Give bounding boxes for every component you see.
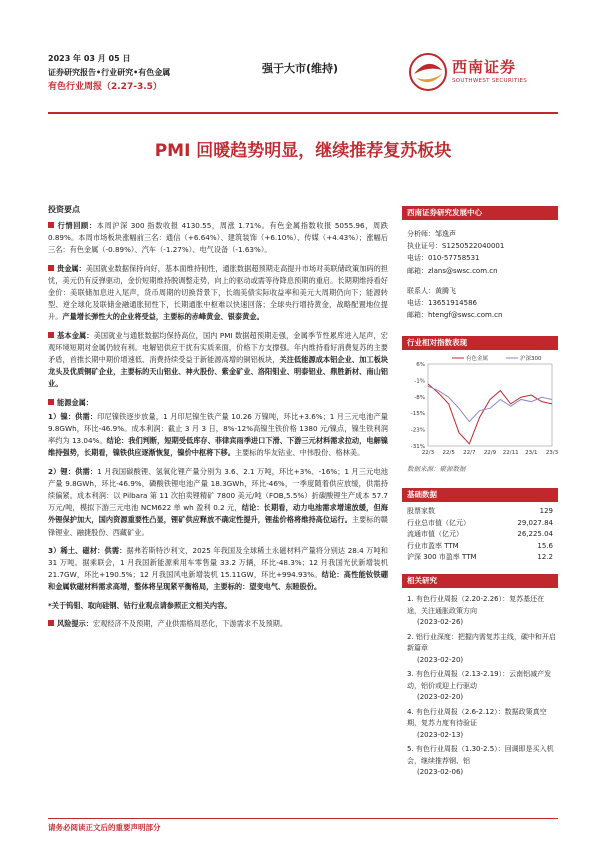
y-tick-label: -1%	[414, 378, 425, 385]
related-item-title[interactable]: 2. 铝行业深度：把握内需复苏主线，碳中和开启新篇章	[407, 632, 556, 652]
bullet-icon	[48, 399, 54, 405]
weekly-label: 有色行业周报（2.27-3.5）	[48, 82, 162, 92]
y-tick-label: -15%	[410, 411, 425, 418]
analyst-phone: 电话：010-57758531	[407, 254, 480, 263]
logo-cn: 西南证券	[452, 58, 517, 76]
related-item[interactable]	[402, 594, 558, 629]
basic-data-value: 129	[539, 507, 553, 515]
series-line	[428, 384, 552, 444]
x-tick-label: 23/1	[525, 450, 538, 456]
basic-data-row	[402, 518, 558, 530]
related-item[interactable]	[402, 632, 558, 667]
para-precious-metals: 贵金属：美国就业数据保持向好，基本面维持韧性，通胀数据超预期走高提升市场对美联储政策加码的担忧，美元仍有反弹驱动，金价短期维持脱调整走势，向上的驱动或需等待降息预期的重启。长期期维持看好金价：美联储加息进入尾声，货币周期的切换背景下，长端美债实际收益率和美元大周期仍向下；能源转型、逆全球化及联储金融通胀韧性下，长期通胀中枢难以快速回落；全球央行增持黄金，战略配置地位提升。产量增长弹性大的企业将受益，主要标的赤峰黄金、银泰黄金。	[48, 263, 388, 322]
bullet-icon	[48, 620, 54, 626]
footer-disclaimer: 请务必阅读正文后的重要声明部分	[48, 823, 161, 832]
chart-frame	[428, 364, 552, 446]
related-item-date: (2023-02-13)	[417, 730, 464, 739]
related-item[interactable]	[402, 669, 558, 704]
rating: 强于大市(维持)	[262, 62, 339, 75]
y-tick-label: -23%	[410, 427, 425, 434]
basic-data-row	[402, 552, 558, 564]
para-energy-metals: 能源金属：	[48, 397, 388, 409]
series-line	[428, 386, 552, 421]
sidebar-basic-data	[402, 488, 558, 564]
y-tick-label: -8%	[414, 394, 425, 401]
basic-data-key: 股票家数	[407, 507, 435, 515]
team-title: 西南证券研究发展中心	[402, 206, 558, 220]
basic-data-key: 行业市盈率 TTM	[407, 541, 459, 550]
basic-data-key: 流通市值（亿元）	[407, 530, 463, 538]
relative-index-chart	[402, 350, 558, 460]
main-content	[48, 220, 388, 636]
basic-data-key: 沪深 300 市盈率 TTM	[407, 553, 477, 561]
chart-source: 数据来源：聚源数据	[407, 465, 466, 473]
related-item[interactable]	[402, 744, 558, 779]
x-tick-label: 22/11	[502, 450, 519, 456]
logo-en: SOUTHWEST SECURITIES	[452, 78, 528, 84]
y-tick-label: -31%	[410, 444, 425, 450]
report-date: 2023 年 03 月 05 日	[48, 54, 131, 63]
bullet-icon	[48, 332, 54, 338]
related-item-date: (2023-02-06)	[417, 768, 464, 776]
para-risk: 风险提示：宏观经济不及预期，产业供需格局恶化，下游需求不及预期。	[48, 618, 388, 630]
chart-title: 行业相对指数表现	[402, 336, 558, 350]
basic-title: 基础数据	[402, 488, 558, 502]
basic-data-key: 行业总市值（亿元）	[407, 518, 470, 527]
company-logo-icon	[408, 52, 448, 92]
basic-data-value: 29,027.84	[517, 518, 553, 527]
basic-data-value: 15.6	[537, 541, 553, 550]
related-item[interactable]	[402, 707, 558, 742]
sidebar-related	[402, 574, 558, 782]
contact-name: 联系人：黄腾飞	[407, 286, 456, 295]
contact-email[interactable]: 邮箱：htengf@swsc.com.cn	[407, 311, 503, 320]
basic-data-list	[402, 506, 558, 564]
basic-data-value: 26,225.04	[517, 530, 553, 538]
sidebar-chart	[402, 336, 558, 473]
section-title: 投资要点	[48, 205, 80, 214]
legend-label: 沪深300	[520, 356, 542, 362]
x-tick-label: 23/3	[545, 450, 558, 456]
page-title: PMI 回暖趋势明显，继续推荐复苏板块	[154, 141, 452, 161]
x-tick-label: 22/3	[421, 450, 435, 456]
basic-data-row	[402, 529, 558, 541]
basic-data-row	[402, 541, 558, 553]
related-item-title[interactable]: 1. 有色行业周报（2.20-2.26）：复苏基还在途，关注通胀政策方向	[407, 595, 545, 615]
report-type: 证券研究报告•行业研究•有色金属	[48, 68, 171, 77]
header-left	[48, 52, 238, 94]
related-item-date: (2023-02-26)	[417, 618, 464, 626]
x-tick-label: 22/7	[463, 450, 476, 456]
para-base-metals: 基本金属：美国就业与通胀数据均保持高位，国内 PMI 数据超预期走强，金属季节性累库进入尾声，宏观环境短期对金属仍较有利。电解铝供应干扰有实质来面，价格下方支撑强。年内维持看好消费复苏的主要矛盾，首推长期中期价增速低、消费持续受益于新能源高增的铜铝板块，关注低能源成本铝企业、加工板块龙头及优质铜矿企业，主要标的天山铝业、神火股份、紫金矿业、洛阳钼业、明泰铝业、鼎胜新材、南山铝业。	[48, 330, 388, 389]
bullet-icon	[48, 222, 54, 228]
footer-divider	[48, 818, 558, 819]
related-title: 相关研究	[402, 574, 558, 588]
related-item-date: (2023-02-20)	[417, 655, 464, 664]
analyst-email[interactable]: 邮箱：zlans@swsc.com.cn	[407, 266, 498, 275]
legend-label: 有色金属	[466, 356, 489, 362]
related-item-title[interactable]: 4. 有色行业周报（2.6-2.12）：数据政策真空期，复苏力度有待验证	[407, 707, 547, 727]
basic-data-row	[402, 506, 558, 518]
related-item-title[interactable]: 5. 有色行业周报（1.30-2.5）：回调即是买入机会，继续推荐钢、铝	[407, 745, 554, 765]
x-tick-label: 22/9	[483, 450, 497, 456]
para-note: *关于钨钼、取向硅钢、钴行业观点请参照正文相关内容。	[48, 600, 232, 610]
para-lithium: 2）锂：供需：1 月我国碳酸锂、氢氧化锂产量分别为 3.6、2.1 万吨，环比+3%、-16%；1 月三元电池产量 9.8GWh，环比-46.9%，磷酸铁锂电池产量 18.3GWh，环比-46%，一季度随着供应放缓，供需持续偏紧。成本利润：以 Pilbara 第 11 次拍卖锂精矿 7800 美元/吨（FOB,5.5%）折碳酸锂生产成本 57.7 万元/吨，模拟下游三元电池 NCM622 单 wh 盈利 0.2 元，结论：长期看，动力电池需求增速放缓，但海外锂保护加大，国内资源重要性凸显，锂矿供应释放不确定性提升，锂盐价格将维持高位运行。主要标的赣锋锂业、融捷股份、西藏矿业。	[48, 466, 388, 537]
para-nickel: 1）镍：供需：印尼镍铁逐步放量，1 月印尼镍生铁产量 10.26 万镍吨，环比+3.6%；1 月三元电池产量 9.8GWh，环比-46.9%。成本利润：截止 3 月 3 日，8%-12%高镍生铁价格 1380 元/镍点，镍生铁利润率约为 13.04%。结论：我们判断，短期受低库存、菲律宾雨季进口下滑、下游三元材料需求拉动，电解镍维持强势，长期看，镍铁供应逐渐恢复，镍价中枢将下移。主要标的华友钴业、中伟股份、格林美。	[48, 411, 388, 458]
related-list	[402, 594, 558, 779]
analyst-license: 执业证号：S1250522040001	[407, 242, 505, 251]
related-item-date: (2023-02-20)	[417, 693, 464, 701]
bullet-icon	[48, 265, 54, 271]
basic-data-value: 12.2	[537, 553, 553, 561]
header-divider	[48, 112, 558, 114]
sidebar-analysts	[402, 206, 558, 321]
analyst-name: 分析师：邹逸声	[407, 230, 456, 238]
y-tick-label: 6%	[416, 362, 425, 368]
para-rare-earth: 3）稀土、磁材：供需：据弗若斯特沙利文，2025 年我国及全球稀土永磁材料产量将分别达 28.4 万吨和 31 万吨。据乘联会，1 月我国新能源乘用车零售量 33.2 万辆，环比-48.3%；12 月我国光伏新增装机 21.7GW，环比+190.5%；12 月我国风电新增装机 15.11GW，环比+994.93%。结论：高性能钕铁硼和金属软磁材料需求高增，整体将呈现紧平衡格局，主要标的：望变电气、东睦股份。	[48, 545, 388, 592]
related-item-title[interactable]: 3. 有色行业周报（2.13-2.19）：云南铝减产发动，铝价或迎上行驱动	[407, 670, 552, 690]
contact-phone: 电话：13651914586	[407, 299, 477, 308]
para-market-review: 行情回顾：本周沪深 300 指数收报 4130.55，周涨 1.71%。有色金属指数收报 5055.96，周跌 0.89%。本周市场板块涨幅前三名：通信（+6.64%）、建筑装饰（+6.10%）、传媒（+4.43%）；涨幅后三名：有色金属（-0.89%）、汽车（-1.27%）、电气设备（-1.63%）。	[48, 221, 389, 255]
x-tick-label: 22/5	[442, 450, 455, 456]
